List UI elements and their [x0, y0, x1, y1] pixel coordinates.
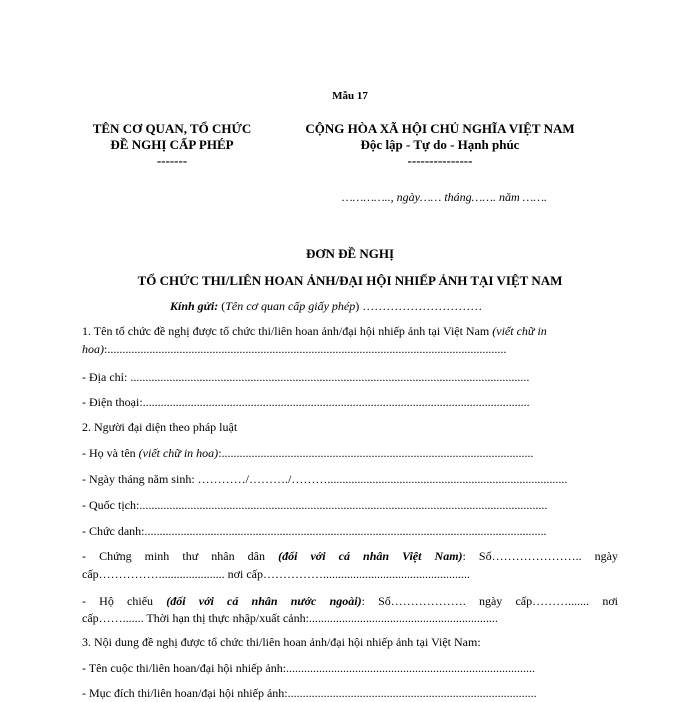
national-motto-header: [270, 121, 610, 169]
addressee-placeholder: Tên cơ quan cấp giấy phép: [225, 299, 356, 313]
place-date-line: ………….., ngày…… tháng……. năm …….: [342, 190, 548, 204]
event-name-field: - Tên cuộc thi/liên hoan/đại hội nhiếp ảnh:...................................................................................: [82, 661, 536, 675]
id-rest: : Số………………….. ngày: [462, 549, 618, 563]
id-note: (đối với cá nhân Việt Nam): [278, 549, 463, 563]
passport-note: (đối với cá nhân nước ngoài): [166, 594, 362, 608]
passport-field: [82, 592, 618, 610]
nationality-field: - Quốc tịch:........................................................................................................................................: [82, 498, 548, 512]
form-number: Mẫu 17: [332, 90, 368, 102]
id-label: - Chứng minh thư nhân dân: [82, 549, 279, 563]
phone-field: - Điện thoại:.................................................................................................................................: [82, 395, 530, 409]
id-card-issue-line: cấp……………...................... nơi cấp…………….................................................: [82, 567, 470, 581]
event-purpose-field: - Mục đích thi/liên hoan/đại hội nhiếp ảnh:...................................................................................: [82, 686, 537, 700]
addressee-line: [170, 299, 482, 314]
section1-heading-dots: :.....................................................................................................................................: [104, 342, 507, 356]
representative-name-field: [82, 444, 618, 462]
section3-heading: 3. Nội dung đề nghị được tổ chức thi/liên hoan ảnh/đại hội nhiếp ảnh tại Việt Nam:: [82, 635, 481, 649]
org-name-line1: TÊN CƠ QUAN, TỔ CHỨC: [92, 121, 252, 136]
document-subtitle: TỔ CHỨC THI/LIÊN HOAN ẢNH/ĐẠI HỘI NHIẾP ẢNH TẠI VIỆT NAM: [137, 273, 563, 288]
org-divider: -------: [156, 153, 188, 168]
passport-rest: : Số………………. ngày cấp………....... nơi: [361, 594, 618, 608]
document-title: ĐƠN ĐỀ NGHỊ: [305, 246, 395, 261]
nation-name: CỘNG HÒA XÃ HỘI CHỦ NGHĨA VIỆT NAM: [305, 121, 575, 136]
position-field: - Chức danh:......................................................................................................................................: [82, 524, 547, 538]
id-card-field: [82, 547, 618, 565]
name-label: - Họ và tên: [82, 446, 139, 460]
name-dots: :........................................................................................................: [218, 446, 534, 460]
org-name-line2: ĐỀ NGHỊ CẤP PHÉP: [110, 137, 234, 152]
address-field: - Địa chỉ: .....................................................................................................................................: [82, 370, 530, 384]
nation-motto: Độc lập - Tự do - Hạnh phúc: [360, 137, 520, 152]
date-of-birth-field: - Ngày tháng năm sinh: …………/………./………................................................................................: [82, 472, 568, 486]
addressee-open: (: [218, 299, 226, 313]
nation-divider: ---------------: [407, 153, 473, 168]
section1-heading-note: (viết chữ in hoa): [82, 324, 547, 356]
applicant-org-header: [72, 121, 272, 169]
passport-visa-line: cấp……....... Thời hạn thị thực nhập/xuất cảnh:...............................................................: [82, 611, 498, 625]
name-note: (viết chữ in hoa): [138, 446, 219, 460]
section1-heading: [82, 322, 618, 358]
addressee-close: ) …………………………: [355, 299, 483, 313]
section1-heading-text: 1. Tên tổ chức đề nghị được tổ chức thi/liên hoan ảnh/đại hội nhiếp ảnh tại Việt Nam: [82, 324, 493, 338]
passport-label: - Hộ chiếu: [82, 594, 167, 608]
section2-heading: 2. Người đại diện theo pháp luật: [82, 420, 238, 434]
addressee-label: Kính gửi:: [170, 299, 219, 313]
